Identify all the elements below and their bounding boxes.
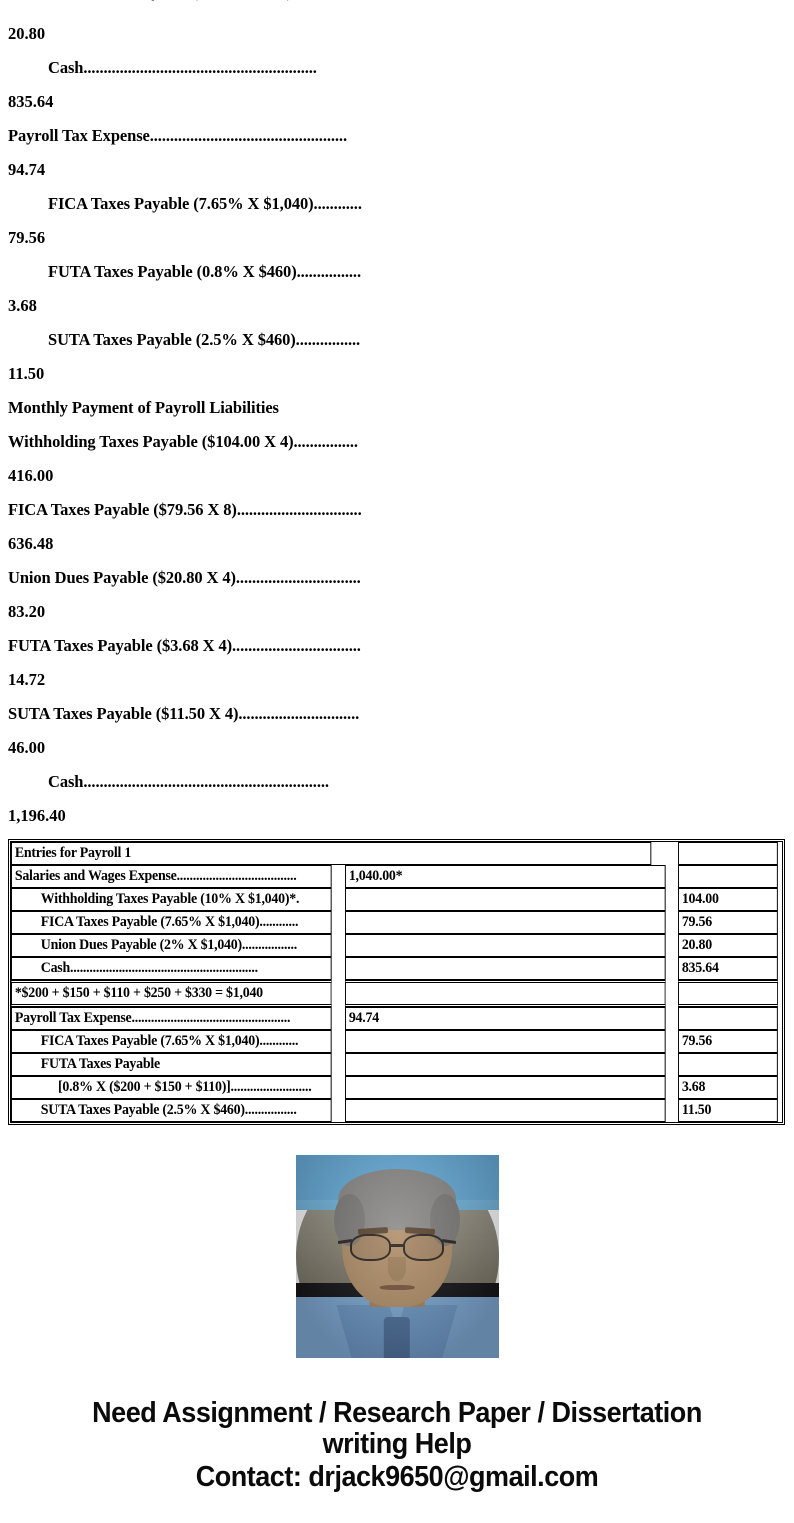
table-row bbox=[11, 1076, 782, 1099]
table-row bbox=[11, 888, 782, 911]
journal-amount: 1,196.40 bbox=[8, 806, 66, 825]
journal-line: FUTA Taxes Payable ($3.68 X 4)................................ bbox=[8, 636, 361, 655]
row-debit bbox=[345, 980, 665, 1007]
journal-amount: 83.20 bbox=[8, 602, 46, 621]
row-credit: 79.56 bbox=[678, 1030, 778, 1053]
entries-table bbox=[8, 839, 785, 1125]
table-title-spacer bbox=[678, 842, 778, 865]
journal-line: Payroll Tax Expense................................................. bbox=[8, 126, 347, 145]
table-row bbox=[11, 911, 782, 934]
row-credit: 835.64 bbox=[678, 957, 778, 980]
row-credit: 11.50 bbox=[678, 1099, 778, 1122]
journal-amount: 835.64 bbox=[8, 92, 54, 111]
table-row bbox=[11, 1007, 782, 1030]
avatar-area bbox=[0, 1155, 794, 1358]
footer-contact-line: Contact: drjack9650@gmail.com bbox=[195, 1461, 599, 1493]
journal-section-heading: Monthly Payment of Payroll Liabilities bbox=[8, 398, 279, 417]
journal-line: Withholding Taxes Payable ($104.00 X 4)................ bbox=[8, 432, 358, 451]
row-description: SUTA Taxes Payable (2.5% X $460)................ bbox=[11, 1099, 331, 1122]
row-description: Withholding Taxes Payable (10% X $1,040)*. bbox=[11, 888, 331, 911]
row-debit: 94.74 bbox=[345, 1007, 665, 1030]
table-row bbox=[11, 865, 782, 888]
row-description: FICA Taxes Payable (7.65% X $1,040)............ bbox=[11, 1030, 331, 1053]
table-title-cell: Entries for Payroll 1 bbox=[11, 842, 652, 865]
row-credit: 20.80 bbox=[678, 934, 778, 957]
row-credit: 79.56 bbox=[678, 911, 778, 934]
journal-line: FICA Taxes Payable (7.65% X $1,040)............ bbox=[48, 194, 362, 213]
journal-line bbox=[8, 0, 786, 9]
row-credit: 104.00 bbox=[678, 888, 778, 911]
journal-line: FUTA Taxes Payable (0.8% X $460)................ bbox=[48, 262, 361, 281]
journal-amount: 416.00 bbox=[8, 466, 54, 485]
footer-headline-line2: writing Help bbox=[322, 1428, 472, 1460]
journal-amount: 20.80 bbox=[8, 24, 46, 43]
row-credit: 3.68 bbox=[678, 1076, 778, 1099]
journal-line: Cash............................................................. bbox=[48, 772, 329, 791]
row-debit bbox=[345, 888, 665, 911]
avatar bbox=[296, 1155, 499, 1358]
journal-line: FICA Taxes Payable ($79.56 X 8)............................... bbox=[8, 500, 362, 519]
journal-line: Cash.......................................................... bbox=[48, 58, 317, 77]
row-debit: 1,040.00* bbox=[345, 865, 665, 888]
journal-line: Union Dues Payable ($20.80 X 4)............................... bbox=[8, 568, 361, 587]
journal-amount: 3.68 bbox=[8, 296, 37, 315]
journal-amount: 46.00 bbox=[8, 738, 46, 757]
avatar-glasses-right-lens bbox=[403, 1234, 444, 1260]
row-description: Salaries and Wages Expense..................................... bbox=[11, 865, 331, 888]
avatar-glasses-bridge bbox=[391, 1244, 403, 1247]
table-row bbox=[11, 1053, 782, 1076]
row-description: Payroll Tax Expense................................................. bbox=[11, 1007, 331, 1030]
table-title-row bbox=[11, 842, 782, 865]
row-credit bbox=[678, 980, 778, 1007]
row-description: FUTA Taxes Payable bbox=[11, 1053, 331, 1076]
journal-line: SUTA Taxes Payable (2.5% X $460)................ bbox=[48, 330, 361, 349]
row-description: *$200 + $150 + $110 + $250 + $330 = $1,040 bbox=[11, 980, 331, 1007]
entries-table-wrapper bbox=[0, 839, 794, 1125]
row-debit bbox=[345, 934, 665, 957]
table-row bbox=[11, 1030, 782, 1053]
row-debit bbox=[345, 1099, 665, 1122]
row-debit bbox=[345, 1053, 665, 1076]
avatar-mouth bbox=[380, 1285, 415, 1290]
row-credit bbox=[678, 1007, 778, 1030]
table-row bbox=[11, 1099, 782, 1122]
journal-amount: 94.74 bbox=[8, 160, 46, 179]
table-row bbox=[11, 934, 782, 957]
row-credit bbox=[678, 865, 778, 888]
journal-amount: 79.56 bbox=[8, 228, 46, 247]
journal-line: SUTA Taxes Payable ($11.50 X 4).............................. bbox=[8, 704, 360, 723]
footer-advertisement bbox=[0, 1398, 794, 1493]
row-debit bbox=[345, 1076, 665, 1099]
journal-amount: 636.48 bbox=[8, 534, 54, 553]
row-description: [0.8% X ($200 + $150 + $110)]......................... bbox=[11, 1076, 331, 1099]
avatar-tie bbox=[384, 1317, 410, 1358]
table-footnote-row bbox=[11, 980, 782, 1007]
footer-headline-line1: Need Assignment / Research Paper / Dissertation bbox=[92, 1397, 702, 1429]
journal-amount: 14.72 bbox=[8, 670, 46, 689]
row-description: FICA Taxes Payable (7.65% X $1,040)............ bbox=[11, 911, 331, 934]
row-debit bbox=[345, 957, 665, 980]
table-row bbox=[11, 957, 782, 980]
journal-amount: 11.50 bbox=[8, 364, 45, 383]
avatar-glasses-left-lens bbox=[350, 1234, 391, 1260]
row-debit bbox=[345, 1030, 665, 1053]
row-description: Cash.......................................................... bbox=[11, 957, 331, 980]
row-credit bbox=[678, 1053, 778, 1076]
row-description: Union Dues Payable (2% X $1,040)................. bbox=[11, 934, 331, 957]
row-debit bbox=[345, 911, 665, 934]
